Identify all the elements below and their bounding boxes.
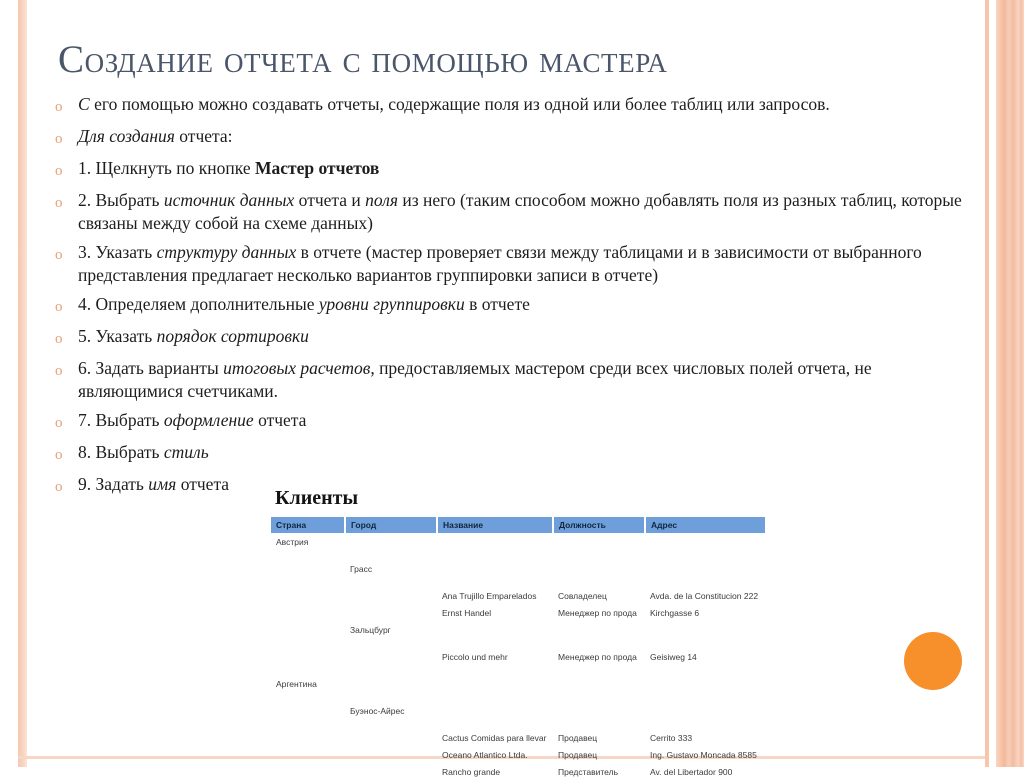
table-cell	[271, 550, 345, 560]
right-edge-wide-stripe	[996, 0, 1024, 767]
text-run: 7. Выбрать	[78, 410, 164, 430]
text-run: в отчете (мастер проверяет связи между таблицами и в зависимости от выбранного представления предлагает несколько вариантов группировки записи в отчете)	[78, 242, 922, 285]
left-edge-stripe	[18, 0, 27, 767]
table-row	[271, 729, 766, 746]
bullet-item-text	[78, 409, 963, 432]
table-cell	[553, 550, 645, 560]
clients-table-figure	[271, 486, 791, 777]
table-header-row	[271, 517, 766, 533]
bullet-marker-icon: o	[55, 331, 63, 347]
text-run: отчета	[180, 474, 230, 494]
clients-table-body	[271, 533, 766, 780]
bullet-marker-icon: o	[55, 415, 63, 431]
table-row	[271, 665, 766, 675]
table-cell	[645, 621, 766, 638]
table-row	[271, 587, 766, 604]
bullet-item-text	[78, 325, 963, 348]
table-cell	[553, 702, 645, 719]
table-cell	[437, 621, 553, 638]
text-run: , предоставляемых мастером среди всех числовых полей отчета, не являющимися счетчиками.	[78, 358, 872, 401]
table-cell	[271, 648, 345, 665]
table-cell	[271, 560, 345, 577]
bullet-marker-icon: o	[55, 131, 63, 147]
table-cell	[645, 702, 766, 719]
table-cell	[345, 533, 437, 550]
table-cell	[271, 702, 345, 719]
bullet-marker-icon: o	[55, 447, 63, 463]
table-cell: Rancho grande	[442, 766, 501, 777]
table-cell: Зальцбург	[350, 624, 391, 635]
table-cell: Австрия	[276, 536, 309, 547]
table-cell	[553, 719, 645, 729]
bullet-marker-icon: o	[55, 479, 63, 495]
text-run: из него (таким способом можно добавлять поля из разных таблиц, которые связаны между собой на схеме данных)	[78, 190, 962, 233]
table-cell	[437, 550, 553, 560]
text-run: Для создания	[78, 126, 180, 146]
text-run: 1. Щелкнуть по кнопке	[78, 158, 255, 178]
table-cell: Совладелец	[558, 590, 607, 601]
bullet-item-text	[78, 125, 963, 148]
table-cell	[645, 533, 766, 550]
table-cell: Cactus Comidas para llevar	[442, 732, 547, 743]
bullet-item	[48, 93, 963, 119]
bullet-marker-icon: o	[55, 299, 63, 315]
table-cell: Piccolo und mehr	[442, 651, 508, 662]
table-cell	[345, 763, 437, 780]
table-cell	[645, 665, 766, 675]
table-cell	[553, 665, 645, 675]
clients-table-head	[271, 517, 766, 533]
table-cell: Ana Trujillo Emparelados	[442, 590, 537, 601]
table-row	[271, 692, 766, 702]
clients-table	[271, 517, 767, 780]
table-row	[271, 560, 766, 577]
table-row	[271, 702, 766, 719]
table-cell	[345, 550, 437, 560]
table-cell	[553, 577, 645, 587]
table-row	[271, 763, 766, 780]
table-column-header: Должность	[553, 517, 645, 533]
slide-title: Создание отчета с помощью мастера	[58, 38, 668, 81]
table-cell	[553, 533, 645, 550]
right-edge-thin-stripe	[985, 0, 989, 767]
table-cell	[271, 665, 345, 675]
table-cell	[271, 729, 345, 746]
table-cell: Ing. Gustavo Moncada 8585	[650, 749, 757, 760]
table-cell	[271, 577, 345, 587]
table-cell: Представитель	[558, 766, 619, 777]
table-cell	[271, 638, 345, 648]
table-row	[271, 533, 766, 550]
bullet-item	[48, 357, 963, 403]
text-run: Мастер отчетов	[254, 158, 380, 178]
text-run: 3. Указать	[78, 242, 157, 262]
text-run: источник данных	[163, 190, 299, 210]
orange-circle-decoration	[904, 632, 962, 690]
table-cell	[553, 638, 645, 648]
table-cell	[437, 692, 553, 702]
text-run: 4. Определяем дополнительные	[78, 294, 319, 314]
table-cell: Geisiweg 14	[650, 651, 697, 662]
bullet-item-text	[78, 93, 963, 116]
bullet-item	[48, 125, 963, 151]
table-row	[271, 577, 766, 587]
table-cell: Avda. de la Constitucion 222	[650, 590, 759, 601]
table-cell: Продавец	[558, 732, 598, 743]
table-cell	[645, 692, 766, 702]
bullet-item	[48, 241, 963, 287]
text-run: структуру данных	[156, 242, 301, 262]
table-column-header: Страна	[271, 517, 345, 533]
bullet-item-text	[78, 293, 963, 316]
text-run: отчета и	[298, 190, 366, 210]
table-cell	[345, 746, 437, 763]
table-column-header: Адрес	[645, 517, 766, 533]
table-cell	[553, 675, 645, 692]
table-cell: Менеджер по прода	[558, 651, 637, 662]
table-cell: Kirchgasse 6	[650, 607, 700, 618]
table-cell	[437, 577, 553, 587]
table-cell	[345, 587, 437, 604]
table-cell	[437, 665, 553, 675]
text-run: оформление	[163, 410, 259, 430]
table-row	[271, 638, 766, 648]
text-run: уровни группировки	[318, 294, 470, 314]
table-cell	[345, 719, 437, 729]
bullet-marker-icon: o	[55, 363, 63, 379]
table-cell	[645, 560, 766, 577]
bullet-marker-icon: o	[55, 163, 63, 179]
bullet-item	[48, 409, 963, 435]
table-column-header: Название	[437, 517, 553, 533]
table-row	[271, 648, 766, 665]
table-cell	[271, 719, 345, 729]
bullet-item	[48, 441, 963, 467]
bullet-item	[48, 157, 963, 183]
bullet-item-text	[78, 189, 963, 235]
text-run: имя	[148, 474, 181, 494]
table-cell	[645, 719, 766, 729]
bullet-item	[48, 189, 963, 235]
text-run: отчета:	[179, 126, 233, 146]
bullet-marker-icon: o	[55, 99, 63, 115]
text-run: 5. Указать	[78, 326, 157, 346]
table-cell: Ernst Handel	[442, 607, 492, 618]
table-cell	[437, 702, 553, 719]
table-cell	[345, 729, 437, 746]
table-cell	[345, 604, 437, 621]
table-cell	[345, 665, 437, 675]
table-row	[271, 604, 766, 621]
text-run: стиль	[163, 442, 209, 462]
text-run: 9. Задать	[78, 474, 149, 494]
table-cell: Cerrito 333	[650, 732, 693, 743]
table-row	[271, 621, 766, 638]
table-cell: Буэнос-Айрес	[350, 705, 405, 716]
bullet-marker-icon: o	[55, 247, 63, 263]
text-run: итоговых расчетов	[223, 358, 371, 378]
bullet-item	[48, 325, 963, 351]
table-row	[271, 550, 766, 560]
text-run: 8. Выбрать	[78, 442, 164, 462]
table-cell: Oceano Atlantico Ltda.	[442, 749, 528, 760]
table-cell	[345, 675, 437, 692]
table-cell	[437, 719, 553, 729]
table-cell	[645, 550, 766, 560]
table-figure-title: Клиенты	[275, 487, 359, 509]
table-cell	[271, 692, 345, 702]
text-run: С	[78, 94, 95, 114]
table-cell: Av. del Libertador 900	[650, 766, 733, 777]
bullet-item-text	[78, 441, 963, 464]
text-run: порядок сортировки	[156, 326, 309, 346]
table-cell	[437, 675, 553, 692]
table-cell	[437, 560, 553, 577]
text-run: 6. Задать варианты	[78, 358, 224, 378]
table-cell	[345, 648, 437, 665]
table-cell: Грасс	[350, 563, 373, 574]
table-cell	[437, 638, 553, 648]
table-cell	[345, 577, 437, 587]
table-cell	[553, 621, 645, 638]
table-row	[271, 675, 766, 692]
table-cell	[345, 638, 437, 648]
table-cell	[553, 692, 645, 702]
table-cell	[271, 763, 345, 780]
table-cell	[645, 638, 766, 648]
table-cell	[345, 692, 437, 702]
table-cell: Аргентина	[276, 678, 317, 689]
text-run: 2. Выбрать	[78, 190, 164, 210]
table-cell	[437, 533, 553, 550]
text-run: в отчете	[469, 294, 530, 314]
text-run: поля	[365, 190, 403, 210]
bullet-item	[48, 293, 963, 319]
table-column-header: Город	[345, 517, 437, 533]
table-cell	[645, 675, 766, 692]
bullet-item-text	[78, 241, 963, 287]
bullet-marker-icon: o	[55, 195, 63, 211]
table-cell	[553, 560, 645, 577]
table-row	[271, 719, 766, 729]
table-cell	[645, 577, 766, 587]
table-cell	[271, 587, 345, 604]
text-run: его помощью можно создавать отчеты, содержащие поля из одной или более таблиц или запросов.	[94, 94, 830, 114]
bullet-item-text	[78, 357, 963, 403]
table-cell: Продавец	[558, 749, 598, 760]
table-cell	[271, 621, 345, 638]
table-row	[271, 746, 766, 763]
bullet-item-text	[78, 157, 963, 180]
table-cell	[271, 604, 345, 621]
text-run: отчета	[258, 410, 307, 430]
table-cell: Менеджер по прода	[558, 607, 637, 618]
table-cell	[271, 746, 345, 763]
bullet-list	[48, 93, 963, 505]
